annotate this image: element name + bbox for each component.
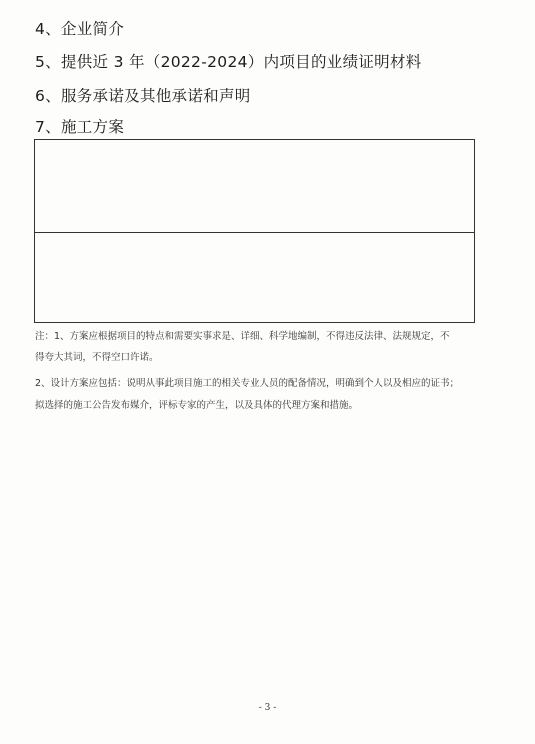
page-number: - 3 - <box>258 703 277 713</box>
heading-service-commitment: 6、服务承诺及其他承诺和声明 <box>35 87 251 105</box>
construction-plan-box <box>34 139 475 323</box>
heading-performance-proof: 5、提供近 3 年（2022-2024）内项目的业绩证明材料 <box>35 53 422 71</box>
note-line-2: 得夸大其词，不得空口许诺。 <box>35 352 159 363</box>
note-line-4: 拟选择的施工公告发布媒介，评标专家的产生，以及具体的代理方案和措施。 <box>35 400 359 411</box>
heading-construction-plan: 7、施工方案 <box>35 118 125 136</box>
note-line-3: 2、设计方案应包括：说明从事此项目施工的相关专业人员的配备情况，明确到个人以及相应的证书； <box>35 378 460 389</box>
plan-box-cell-top <box>35 140 474 233</box>
plan-box-cell-bottom <box>35 233 474 322</box>
heading-company-profile: 4、企业简介 <box>35 20 125 38</box>
note-line-1: 注：1、方案应根据项目的特点和需要实事求是、详细、科学地编制，不得违反法律、法规规定，不 <box>35 331 450 342</box>
